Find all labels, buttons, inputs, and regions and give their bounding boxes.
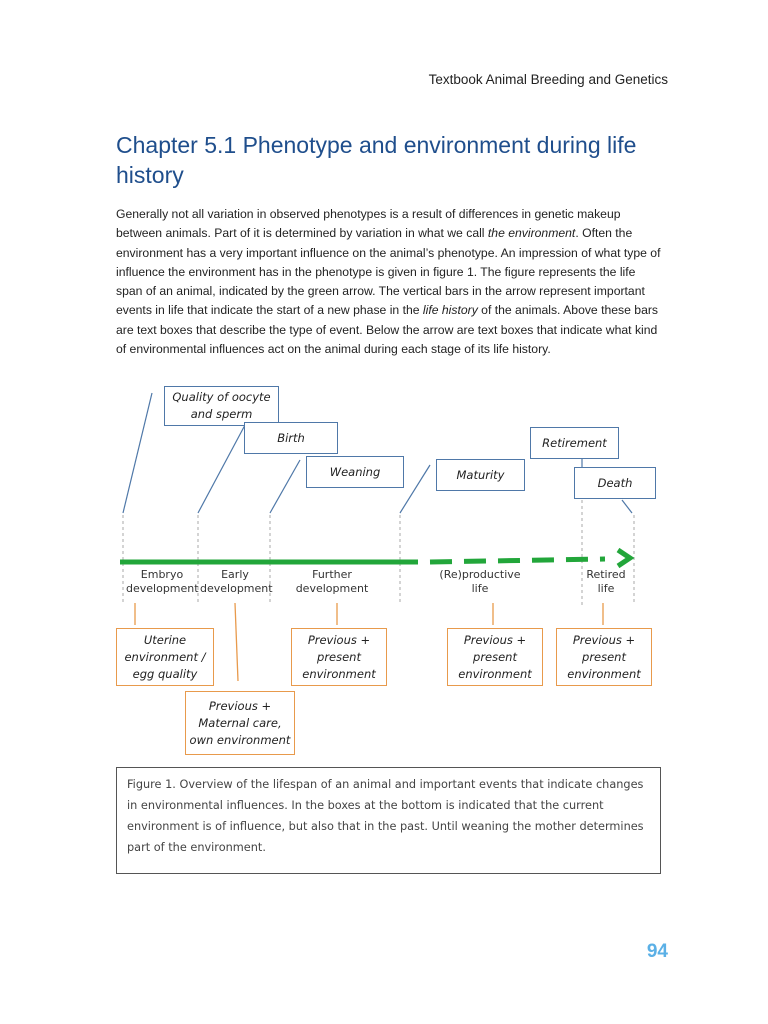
- running-header: Textbook Animal Breeding and Genetics: [428, 72, 668, 87]
- lifespan-arrow-head: [618, 550, 630, 566]
- paragraph-emphasis-environment: the environment: [487, 226, 576, 241]
- lifespan-arrow-dashed: [430, 559, 605, 562]
- paragraph-text-1: Generally not all variation in observed phenotypes is a result of differences in genetic makeup between animals. Part of it is determined by variation in what we call: [116, 207, 621, 241]
- figure-caption: Figure 1. Overview of the lifespan of an animal and important events that indicate changes in environmental influences. In the boxes at the bottom is indicated that the current environment is of influence, but also that in the past. Until weaning the mother determines part of the environment.: [116, 767, 661, 874]
- phase-label-embryo: Embryo development: [126, 568, 199, 595]
- connector-death: [622, 500, 632, 513]
- connector-birth: [198, 425, 245, 513]
- influence-box-maternal: Previous + Maternal care, own environment: [185, 691, 295, 755]
- lifespan-figure: [100, 385, 680, 770]
- event-box-oocyte: Quality of oocyte and sperm: [164, 386, 279, 426]
- body-paragraph: [116, 205, 664, 359]
- paragraph-emphasis-life-history: life history: [422, 303, 478, 318]
- paragraph-text-2: . Often the environment has a very important influence on the animal’s phenotype. An impression of what type of influence the environment has in the phenotype is given in figure 1. The figure represents the life span of an animal, indicated by the green arrow. The vertical bars in the arrow represent important events in life that indicate the start of a new phase in the: [116, 226, 661, 318]
- connector-oocyte: [123, 393, 152, 513]
- event-box-death: Death: [574, 467, 656, 499]
- connector-maturity: [400, 465, 430, 513]
- influence-box-further: Previous + present environment: [291, 628, 387, 686]
- connector-weaning: [270, 460, 300, 513]
- influence-box-uterine: Uterine environment / egg quality: [116, 628, 214, 686]
- influence-box-reproductive: Previous + present environment: [447, 628, 543, 686]
- event-box-retirement: Retirement: [530, 427, 619, 459]
- phase-label-further: Further development: [295, 568, 369, 595]
- event-box-maturity: Maturity: [436, 459, 525, 491]
- phase-label-retired: Retired life: [586, 568, 626, 595]
- chapter-title: Chapter 5.1 Phenotype and environment during life history: [116, 132, 637, 188]
- event-box-birth: Birth: [244, 422, 338, 454]
- paragraph-text-3: of the animals. Above these bars are text boxes that describe the type of event. Below the arrow are text boxes that indicate what kind of environmental influences act on the animal during each stage of its life history.: [116, 303, 659, 357]
- phase-label-early: Early development: [200, 568, 273, 595]
- phase-label-reproductive: (Re)productive life: [439, 568, 521, 595]
- page-number: 94: [646, 941, 668, 962]
- connector-maternal: [235, 603, 238, 681]
- event-box-weaning: Weaning: [306, 456, 404, 488]
- influence-box-retired: Previous + present environment: [556, 628, 652, 686]
